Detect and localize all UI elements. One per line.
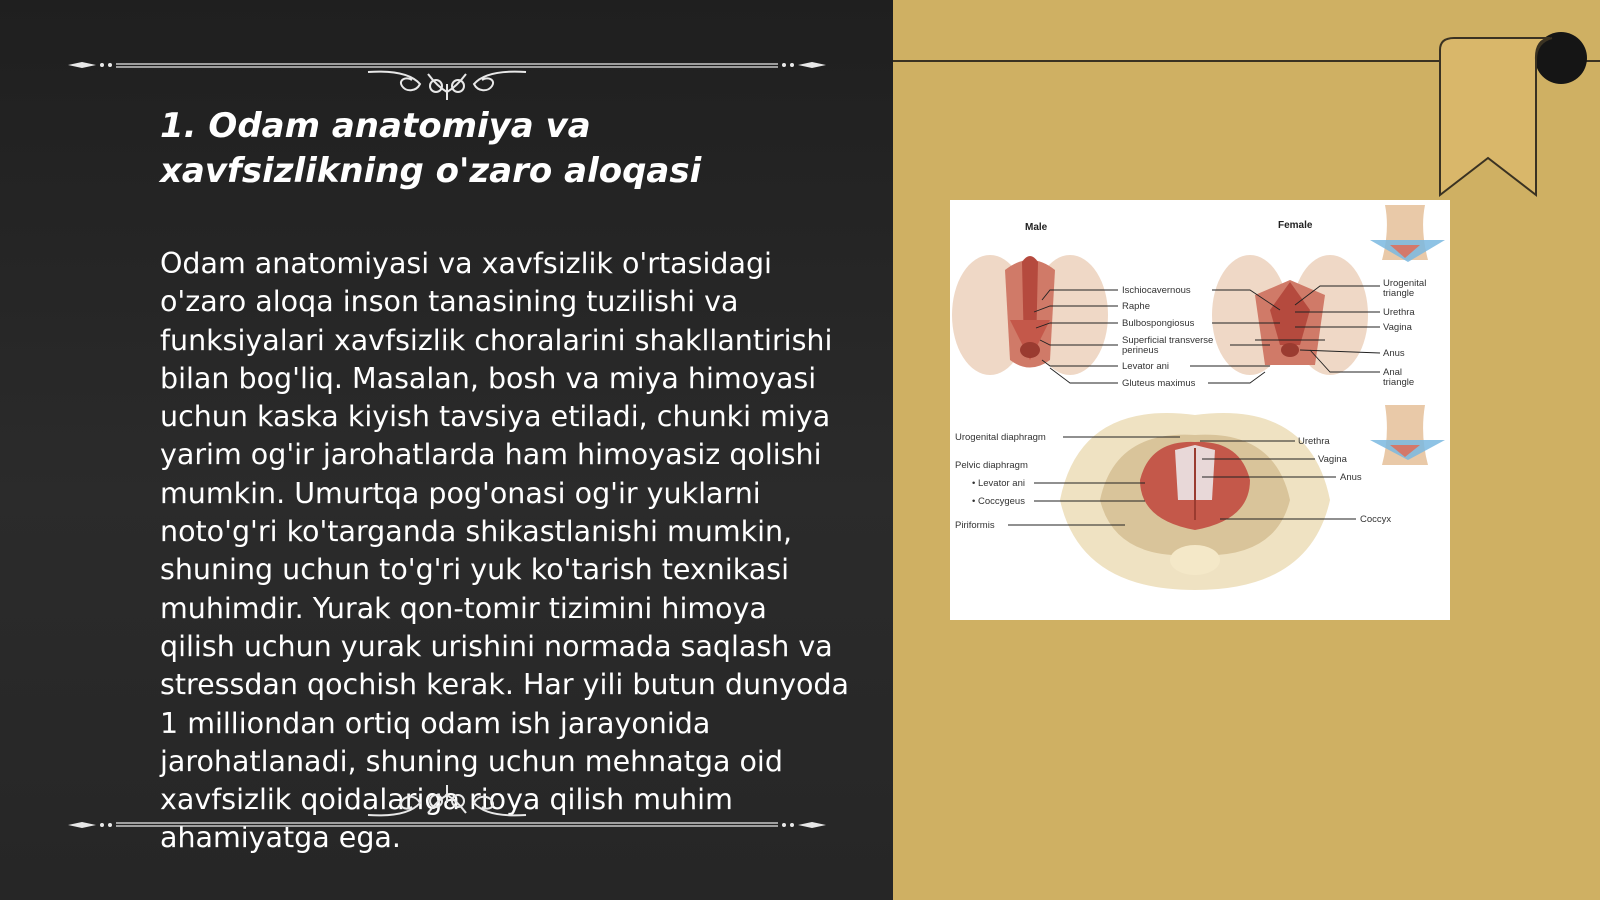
male-perineum-illustration-icon	[952, 255, 1108, 375]
label-levator-ani-top: Levator ani	[1122, 361, 1170, 372]
label-superficial-line2: perineus	[1122, 345, 1159, 356]
label-urogenital-line1: Urogenital	[1383, 278, 1427, 289]
label-piriformis: Piriformis	[955, 520, 995, 531]
label-ischiocavernous: Ischiocavernous	[1122, 285, 1191, 296]
label-urethra-top: Urethra	[1383, 307, 1415, 318]
label-urogenital-line2: triangle	[1383, 288, 1415, 299]
ornament-top-icon	[68, 40, 826, 100]
slide-title: 1. Odam anatomiya va xavfsizlikning o'zaro aloqasi	[160, 106, 702, 191]
label-anal-line2: triangle	[1383, 377, 1415, 388]
female-thumbnail-bottom-icon	[1370, 405, 1445, 465]
anatomy-figure	[950, 200, 1450, 620]
label-anus-bottom: Anus	[1340, 472, 1362, 483]
label-raphe: Raphe	[1122, 301, 1150, 312]
ornament-bottom-icon	[68, 785, 826, 845]
label-vagina-bottom: Vagina	[1318, 454, 1347, 465]
label-gluteus-maximus: Gluteus maximus	[1122, 378, 1196, 389]
figure-header-female: Female	[1278, 220, 1313, 231]
bookmark-ribbon-icon	[1430, 30, 1600, 205]
label-anal-line1: Anal	[1383, 367, 1403, 378]
label-urogenital-diaphragm: Urogenital diaphragm	[955, 432, 1046, 443]
label-vagina-top: Vagina	[1383, 322, 1412, 333]
slide-body-text: Odam anatomiyasi va xavfsizlik o'rtasidagi o'zaro aloqa inson tanasining tuzilishi va funksiyalari xavfsizlik choralarini shakllantirishi bilan bog'liq. Masalan, bosh va miya himoyasi uchun kaska kiyish tavsiya etiladi, chunki miya yarim og'ir jarohatlarda ham himoyasiz qolishi mumkin. Umurtqa pog'onasi og'ir yuklarni noto'g'ri ko'targanda shikastlanishi mumkin, shuning uchun to'g'ri yuk ko'tarish texnikasi muhimdir. Yurak qon-tomir tizimini himoya qilish uchun yurak urishini normada saqlash va stressdan qochish kerak. Har yili butun dunyoda 1 milliondan ortiq odam ish jarayonida jarohatlanadi, shuning uchun mehnatga oid xavfsizlik qoidalariga rioya qilish muhim ahamiyatga ega.	[160, 247, 849, 855]
label-superficial-line1: Superficial transverse	[1122, 335, 1214, 346]
label-levator-ani-bottom: • Levator ani	[972, 478, 1025, 489]
label-bulbospongiosus: Bulbospongiosus	[1122, 318, 1195, 329]
figure-header-male: Male	[1025, 222, 1048, 233]
female-thumbnail-top-icon	[1370, 205, 1445, 262]
female-perineum-illustration-icon	[1212, 255, 1368, 375]
label-anus-top: Anus	[1383, 348, 1405, 359]
label-urethra-bottom: Urethra	[1298, 436, 1330, 447]
label-coccygeus: • Coccygeus	[972, 496, 1025, 507]
pelvic-floor-illustration-icon	[1060, 413, 1330, 590]
label-pelvic-diaphragm: Pelvic diaphragm	[955, 460, 1028, 471]
label-coccyx: Coccyx	[1360, 514, 1392, 525]
